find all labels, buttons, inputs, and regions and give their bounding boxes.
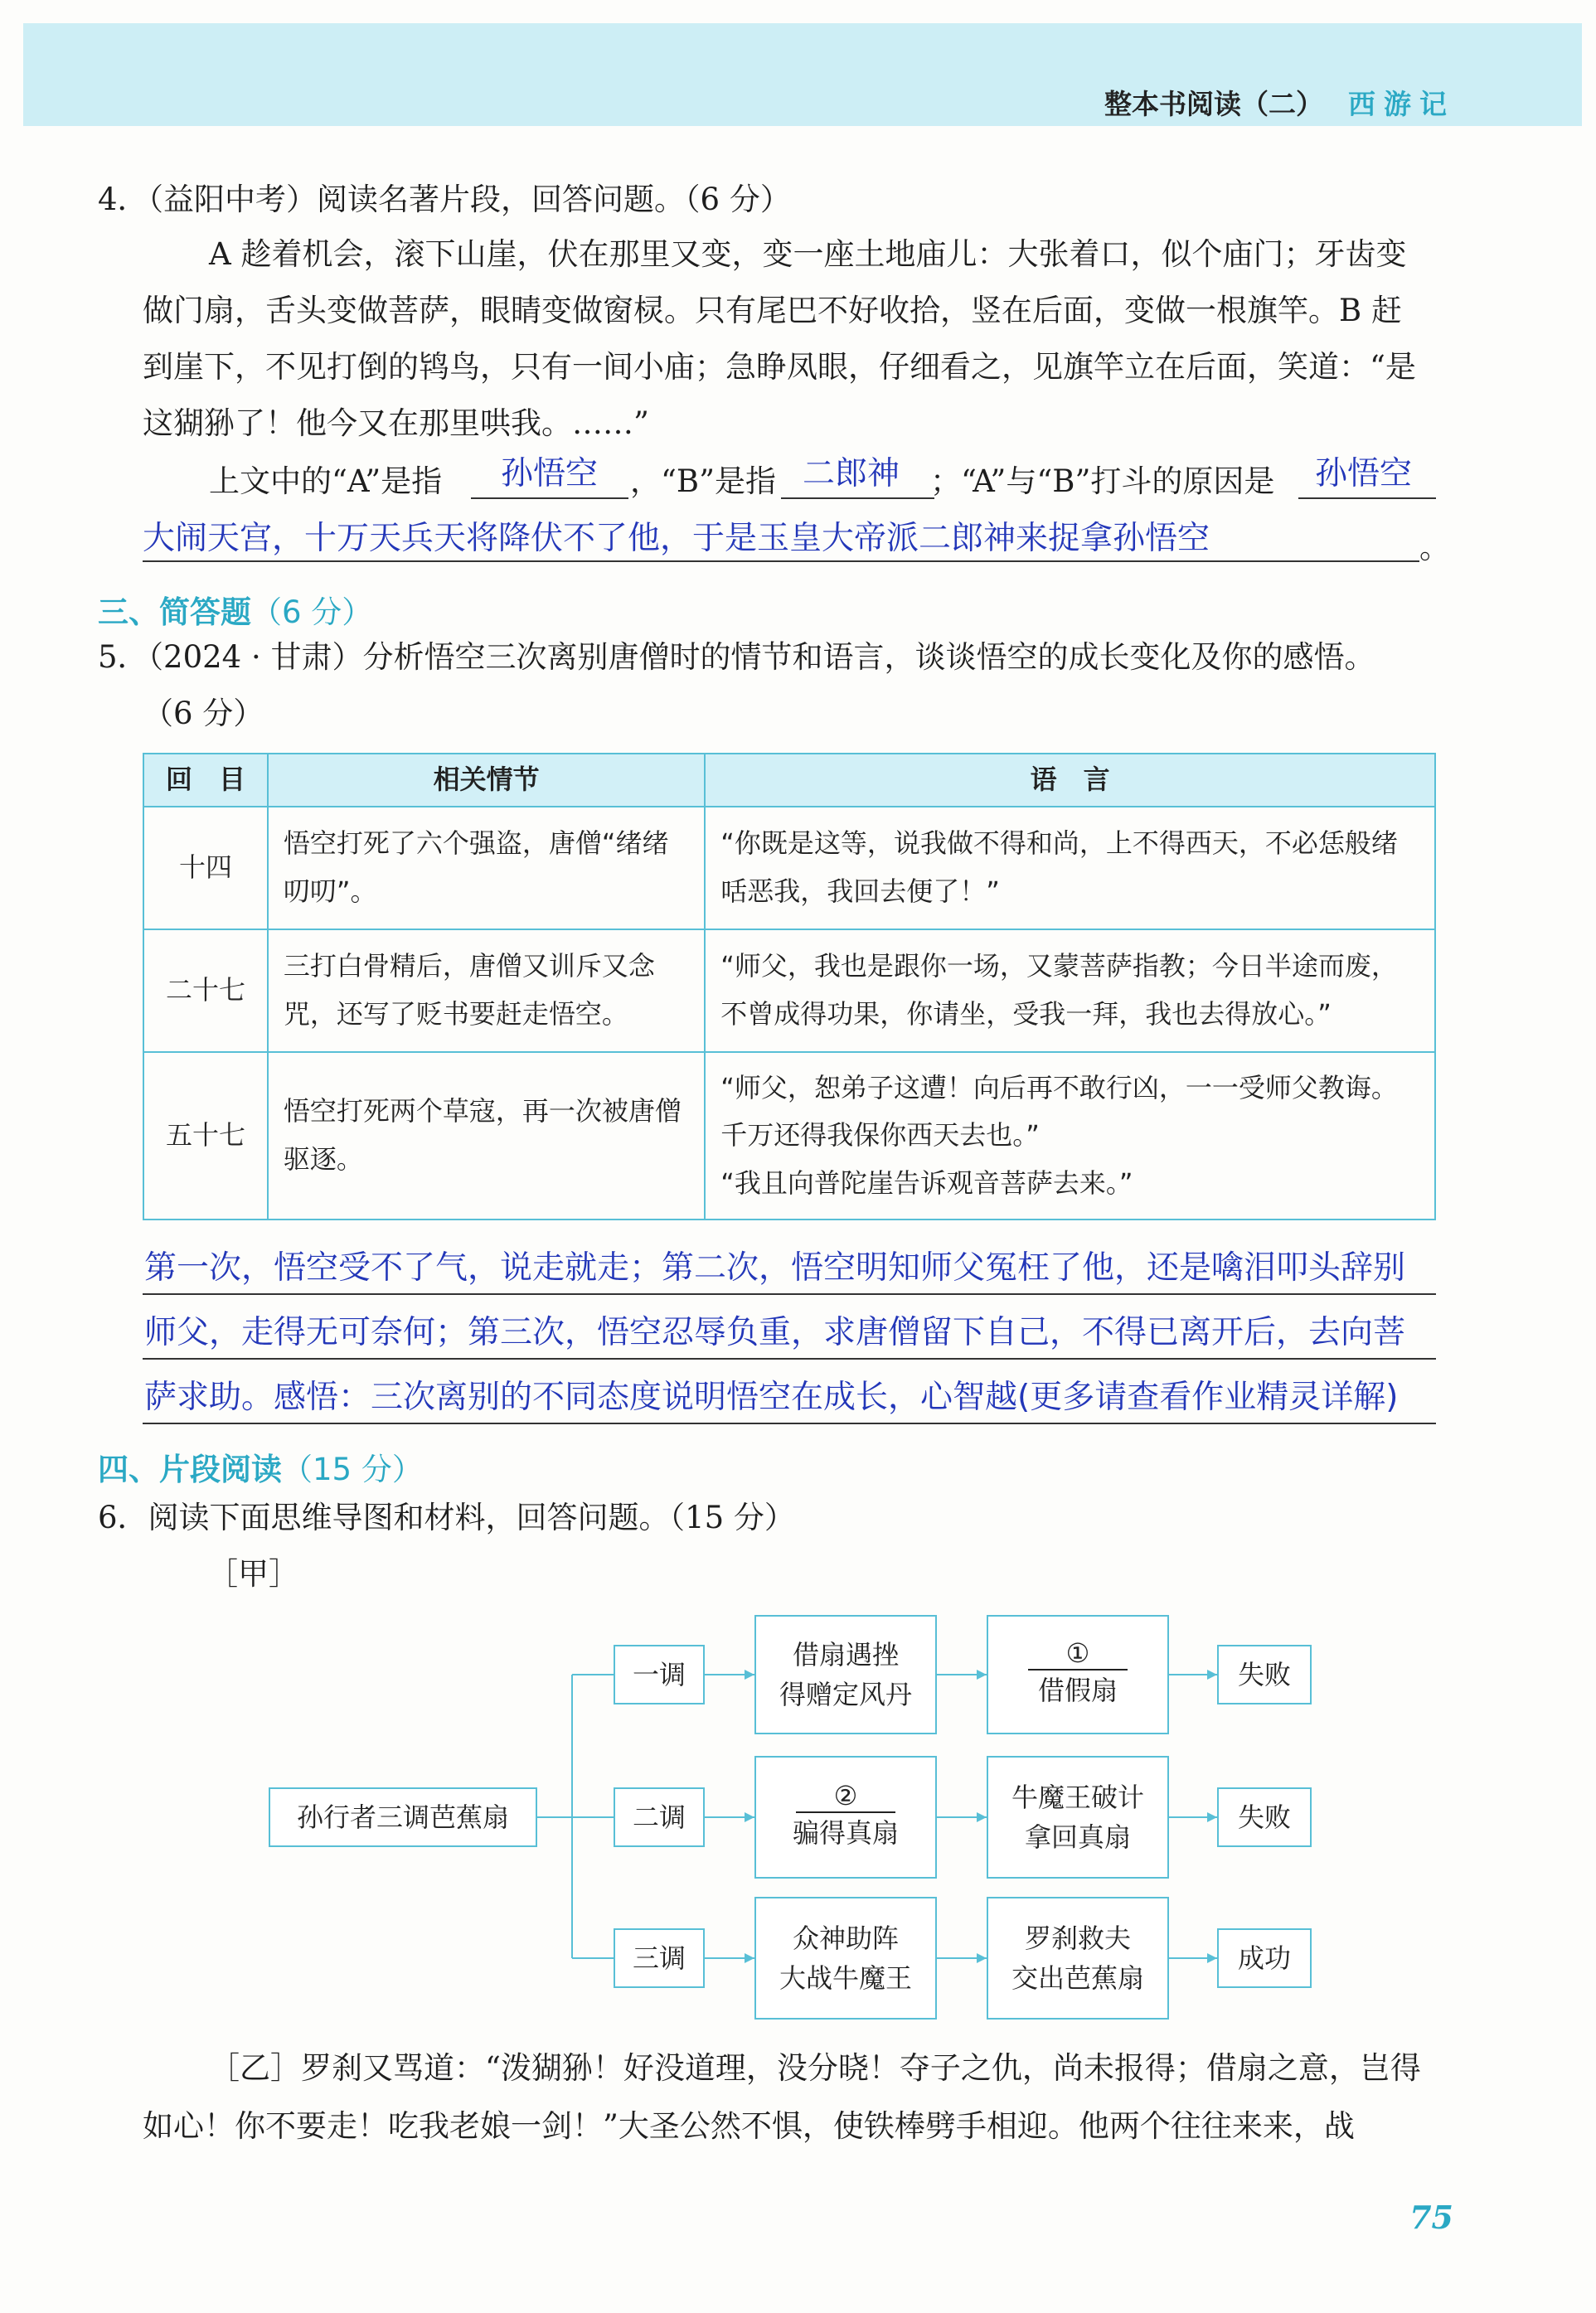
section-3-label: 三、简答题 [98,594,251,630]
q5-row1-speech: “你既是这等，说我做不得和尚，上不得西天，不必恁般绪咶恶我，我回去便了！” [705,807,1435,929]
q5-row2-speech: “师父，我也是跟你一场，又蒙菩萨指教；今日半途而废，不曾成得功果，你请坐，受我一拜，我也去得放心。” [705,929,1435,1052]
mindmap-branch-3-step2 [987,1897,1169,2020]
mindmap-text: 借假扇 [1037,1674,1118,1706]
q4-passage-line-3: 到崖下，不见打倒的鸨鸟，只有一间小庙；急睁凤眼，仔细看之，见旗竿立在后面，笑道：“是 [143,349,1416,385]
q5-row2-plot: 三打白骨精后，唐僧又训斥又念咒，还写了贬书要赶走悟空。 [268,929,705,1052]
header-book: 西游记 [1348,88,1455,120]
q5-header-plot: 相关情节 [268,754,705,807]
mindmap-text: 拿回真扇 [1024,1821,1131,1853]
section-4-label: 四、片段阅读 [98,1452,282,1487]
header-title: 整本书阅读（二） [1104,88,1323,120]
q4-answer-reason-2: 大闹天宫，十万天兵天将降伏不了他，于是玉皇大帝派二郎神来捉拿孙悟空 [143,520,1210,557]
q5-row3-plot: 悟空打死两个草寇，再一次被唐僧驱逐。 [268,1052,705,1220]
mindmap-text: 借扇遇挫 [792,1639,899,1670]
mindmap-text: 罗刹救夫 [1024,1923,1131,1954]
mindmap-branch-1-label: 一调 [614,1645,705,1704]
mindmap-branch-2-label: 二调 [614,1787,705,1847]
q4-stem: 4．（益阳中考）阅读名著片段，回答问题。（6 分） [98,182,791,217]
mindmap-blank-2: ② [796,1782,895,1812]
q6-stem: 6．阅读下面思维导图和材料，回答问题。（15 分） [98,1500,795,1535]
mindmap-branch-1-result: 失败 [1217,1645,1312,1704]
section-3-score: （6 分） [251,594,373,630]
q6-label-jia: ［甲］ [207,1556,299,1592]
q5-answer-line-2: 师父，走得无可奈何；第三次，悟空忍辱负重，求唐僧留下自己，不得已离开后，去向菩 [144,1314,1406,1351]
q4-end-mark: 。 [1419,530,1450,565]
mindmap-branch-2-step2 [987,1756,1169,1879]
mindmap-branch-2-result: 失败 [1217,1787,1312,1847]
q4-answer-reason-1: 孙悟空 [1315,455,1413,492]
q5-row1-plot: 悟空打死了六个强盗，唐僧“绪绪叨叨”。 [268,807,705,929]
mindmap-branch-2-step1 [754,1756,937,1879]
q5-score: （6 分） [143,696,264,731]
mindmap-blank-1: ① [1028,1639,1128,1670]
q4-question-part2: ，“B”是指 [630,463,777,499]
mindmap-branch-1-step1 [754,1615,937,1734]
q4-passage-line-4: 这猢狲了！他今又在那里哄我。……” [143,405,649,441]
q5-row3-speech: “师父，恕弟子这遭！向后再不敢行凶，一一受师父教诲。千万还得我保你西天去也。” “我且向普陀崖告诉观音菩萨去来。” [705,1052,1435,1220]
q4-question-part3: ；“A”与“B”打斗的原因是 [930,463,1275,499]
page-number: 75 [1409,2199,1453,2236]
mindmap-text: 得赠定风丹 [779,1679,912,1710]
mindmap-branch-3-label: 三调 [614,1928,705,1988]
q6-passage-yi-line-2: 如心！你不要走！吃我老娘一剑！”大圣公然不惧，使铁棒劈手相迎。他两个往往来来，战 [143,2108,1355,2144]
q5-answer-line-1: 第一次，悟空受不了气，说走就走；第二次，悟空明知师父冤枉了他，还是噙泪叩头辞别 [144,1249,1406,1287]
mindmap-text: 骗得真扇 [792,1816,899,1849]
q5-row2-chapter: 二十七 [143,929,268,1052]
mindmap-branch-3-step1 [754,1897,937,2020]
q5-answer-line-3: 萨求助。感悟：三次离别的不同态度说明悟空在成长，心智越(更多请查看作业精灵详解) [144,1379,1399,1416]
mindmap-text: 牛魔王破计 [1011,1782,1144,1813]
q5-row3-chapter: 五十七 [143,1052,268,1220]
q4-answer-a: 孙悟空 [501,455,599,492]
section-4-score: （15 分） [282,1452,423,1487]
q4-answer-b: 二郎神 [803,455,900,492]
mindmap-root: 孙行者三调芭蕉扇 [269,1787,537,1847]
mindmap-text: 众神助阵 [792,1923,899,1954]
q5-row1-chapter: 十四 [143,807,268,929]
q4-passage-line-1: A 趁着机会，滚下山崖，伏在那里又变，变一座土地庙儿：大张着口，似个庙门；牙齿变 [209,236,1407,272]
q4-passage-line-2: 做门扇，舌头变做菩萨，眼睛变做窗棂。只有尾巴不好收拾，竖在后面，变做一根旗竿。B 赶 [143,293,1402,328]
q5-stem: 5．（2024 · 甘肃）分析悟空三次离别唐僧时的情节和语言，谈谈悟空的成长变化及你的感悟。 [98,639,1375,675]
mindmap-branch-3-result: 成功 [1217,1928,1312,1988]
q6-passage-yi-line-1: ［乙］罗刹又骂道：“泼猢狲！好没道理，没分晓！夺子之仇，尚未报得；借扇之意，岂得 [209,2050,1421,2086]
mindmap-branch-1-step2 [987,1615,1169,1734]
q4-question-part1: 上文中的“A”是指 [209,463,443,499]
q5-header-chapter: 回 目 [143,754,268,807]
mindmap-text: 大战牛魔王 [779,1962,912,1994]
mindmap-text: 交出芭蕉扇 [1011,1962,1144,1994]
q5-header-speech: 语 言 [705,754,1435,807]
